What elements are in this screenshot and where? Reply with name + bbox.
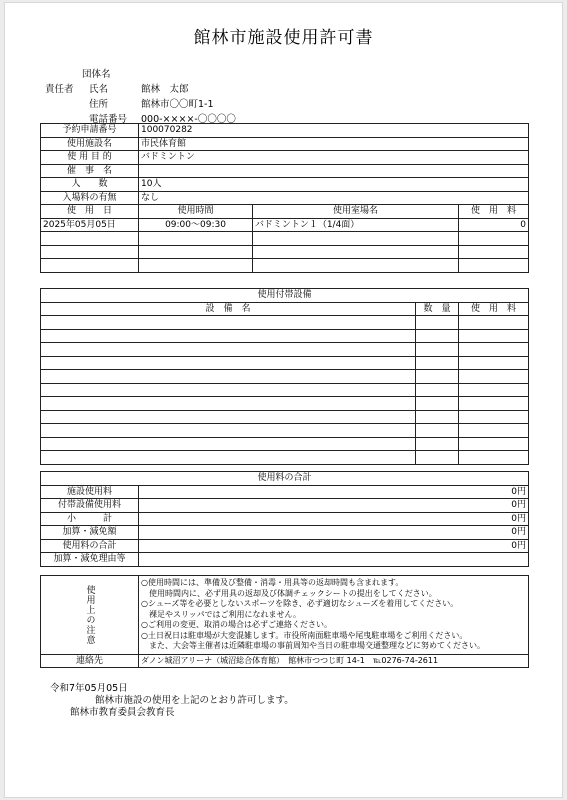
- totals-value: [139, 553, 529, 567]
- equipment-fee: [459, 370, 529, 384]
- contact-label: 連絡先: [41, 654, 139, 668]
- totals-label: 加算・減免額: [41, 526, 139, 540]
- equipment-name: [41, 451, 416, 465]
- equipment-name: [41, 397, 416, 411]
- notes-table: [40, 575, 529, 668]
- usage-room: バドミントン１（1/4面）: [253, 218, 459, 232]
- usage-time: [139, 245, 253, 259]
- totals-row: [41, 512, 529, 526]
- usage-room-header: 使用室場名: [253, 205, 459, 219]
- usage-fee: 0: [459, 218, 529, 232]
- info-label: 催 事 名: [41, 164, 139, 178]
- note-line: 裸足やスリッパではご利用になれません。: [141, 609, 301, 619]
- info-value: 10人: [139, 178, 529, 192]
- equipment-row: [41, 316, 529, 330]
- equipment-fee: [459, 410, 529, 424]
- equipment-name: [41, 356, 416, 370]
- equipment-fee: [459, 356, 529, 370]
- equipment-fee: [459, 424, 529, 438]
- usage-date: [41, 232, 139, 246]
- usage-time: [139, 259, 253, 273]
- totals-value: 0円: [139, 526, 529, 540]
- totals-value: 0円: [139, 539, 529, 553]
- info-value: [139, 164, 529, 178]
- notes-row: [41, 576, 529, 655]
- totals-row: [41, 499, 529, 513]
- responsible-label: 責任者: [45, 84, 74, 95]
- note-line: ○シューズ等を必要としないスポーツを除き、必ず適切なシューズを着用してください。: [141, 599, 459, 608]
- info-label: 予約申請番号: [41, 124, 139, 138]
- totals-label: 付帯設備使用料: [41, 499, 139, 513]
- usage-room: [253, 245, 459, 259]
- equipment-fee: [459, 329, 529, 343]
- equipment-name: [41, 316, 416, 330]
- info-label: 使用施設名: [41, 137, 139, 151]
- equipment-row: [41, 397, 529, 411]
- equipment-fee: [459, 437, 529, 451]
- equipment-table: [40, 288, 529, 465]
- note-line: ○使用時間には、準備及び整備・消毒・用具等の返却時間も含まれます。: [141, 578, 404, 587]
- totals-section-row: [41, 472, 529, 486]
- equipment-row: [41, 370, 529, 384]
- info-row: [41, 124, 529, 138]
- phone-value: 000-××××-〇〇〇〇: [141, 114, 236, 125]
- usage-row: [41, 245, 529, 259]
- equipment-row: [41, 424, 529, 438]
- info-value: 100070282: [139, 124, 529, 138]
- equipment-qty: [416, 397, 459, 411]
- usage-row: [41, 232, 529, 246]
- equipment-fee-header: 使 用 料: [459, 302, 529, 316]
- totals-row: [41, 485, 529, 499]
- equipment-fee: [459, 343, 529, 357]
- permit-document: [5, 3, 562, 797]
- name-value: 館林 太郎: [141, 84, 189, 95]
- notes-label: 使用上の注意: [84, 584, 95, 645]
- equipment-name: [41, 370, 416, 384]
- totals-row: [41, 539, 529, 553]
- equipment-header-row: [41, 302, 529, 316]
- totals-table: [40, 471, 529, 567]
- equipment-qty: [416, 437, 459, 451]
- equipment-qty-header: 数 量: [416, 302, 459, 316]
- usage-room: [253, 259, 459, 273]
- info-label: 入場料の有無: [41, 191, 139, 205]
- contact-row: [41, 654, 529, 668]
- usage-date: [41, 245, 139, 259]
- info-value: なし: [139, 191, 529, 205]
- usage-row: [41, 259, 529, 273]
- usage-time: 09:00～09:30: [139, 218, 253, 232]
- equipment-name: [41, 383, 416, 397]
- equipment-name: [41, 343, 416, 357]
- info-value: 市民体育館: [139, 137, 529, 151]
- usage-fee: [459, 245, 529, 259]
- info-value: バドミントン: [139, 151, 529, 165]
- permit-info-table: [40, 123, 529, 273]
- info-label: 使 用 目 的: [41, 151, 139, 165]
- info-row: [41, 178, 529, 192]
- info-row: [41, 137, 529, 151]
- equipment-qty: [416, 329, 459, 343]
- totals-label: 施設使用料: [41, 485, 139, 499]
- note-line: ○ご利用の変更、取消の場合は必ずご連絡ください。: [141, 620, 332, 629]
- totals-value: 0円: [139, 499, 529, 513]
- info-label: 人 数: [41, 178, 139, 192]
- equipment-name: [41, 424, 416, 438]
- permit-statement: 館林市施設の使用を上記のとおり許可します。: [95, 695, 294, 706]
- notes-label-cell: [41, 576, 139, 655]
- equipment-qty: [416, 424, 459, 438]
- notes-content: [139, 576, 529, 655]
- equipment-fee: [459, 383, 529, 397]
- info-row: [41, 164, 529, 178]
- equipment-row: [41, 356, 529, 370]
- totals-label: 加算・減免理由等: [41, 553, 139, 567]
- equipment-name: [41, 410, 416, 424]
- name-label: 氏名: [89, 84, 109, 95]
- totals-label: 使用料の合計: [41, 539, 139, 553]
- contact-value: ダノン城沼アリーナ（城沼総合体育館） 館林市つつじ町 14-1 ℡0276-74-2611: [139, 654, 529, 668]
- note-line: また、大会等主催者は近隣駐車場の事前周知や当日の駐車場交通整理などに努めてください。: [141, 641, 485, 650]
- phone-label: 電話番号: [89, 114, 128, 125]
- equipment-fee: [459, 397, 529, 411]
- usage-row: [41, 218, 529, 232]
- equipment-qty: [416, 383, 459, 397]
- equipment-row: [41, 329, 529, 343]
- equipment-qty: [416, 316, 459, 330]
- totals-value: 0円: [139, 512, 529, 526]
- usage-fee-header: 使 用 料: [459, 205, 529, 219]
- totals-row: [41, 553, 529, 567]
- usage-time-header: 使用時間: [139, 205, 253, 219]
- usage-time: [139, 232, 253, 246]
- equipment-row: [41, 451, 529, 465]
- equipment-qty: [416, 451, 459, 465]
- equipment-row: [41, 410, 529, 424]
- equipment-row: [41, 437, 529, 451]
- info-row: [41, 191, 529, 205]
- equipment-qty: [416, 370, 459, 384]
- equipment-row: [41, 383, 529, 397]
- equipment-name: [41, 329, 416, 343]
- group-name-label: 団体名: [82, 69, 111, 80]
- equipment-section-title: 使用付帯設備: [41, 289, 529, 303]
- equipment-qty: [416, 356, 459, 370]
- note-line: ○土日祝日は駐車場が大変混雑します。市役所南面駐車場や尾曳駐車場をご利用ください。: [141, 630, 468, 640]
- note-line: 使用時間内に、必ず用具の返却及び体調チェックシートの提出をしてください。: [141, 588, 437, 598]
- usage-date: 2025年05月05日: [41, 218, 139, 232]
- usage-date-header: 使 用 日: [41, 205, 139, 219]
- address-value: 館林市〇〇町1-1: [141, 99, 214, 110]
- equipment-fee: [459, 451, 529, 465]
- usage-fee: [459, 232, 529, 246]
- equipment-row: [41, 343, 529, 357]
- equipment-name: [41, 437, 416, 451]
- equipment-fee: [459, 316, 529, 330]
- equipment-qty: [416, 343, 459, 357]
- equipment-qty: [416, 410, 459, 424]
- usage-header-row: [41, 205, 529, 219]
- usage-fee: [459, 259, 529, 273]
- totals-label: 小 計: [41, 512, 139, 526]
- usage-room: [253, 232, 459, 246]
- issue-date: 令和7年05月05日: [50, 683, 128, 694]
- totals-value: 0円: [139, 485, 529, 499]
- issuer-name: 館林市教育委員会教育長: [70, 707, 175, 718]
- totals-row: [41, 526, 529, 540]
- totals-section-title: 使用料の合計: [41, 472, 529, 486]
- usage-date: [41, 259, 139, 273]
- address-label: 住所: [89, 99, 109, 110]
- document-title: 館林市施設使用許可書: [193, 28, 374, 48]
- equipment-name-header: 設 備 名: [41, 302, 416, 316]
- equipment-section-row: [41, 289, 529, 303]
- info-row: [41, 151, 529, 165]
